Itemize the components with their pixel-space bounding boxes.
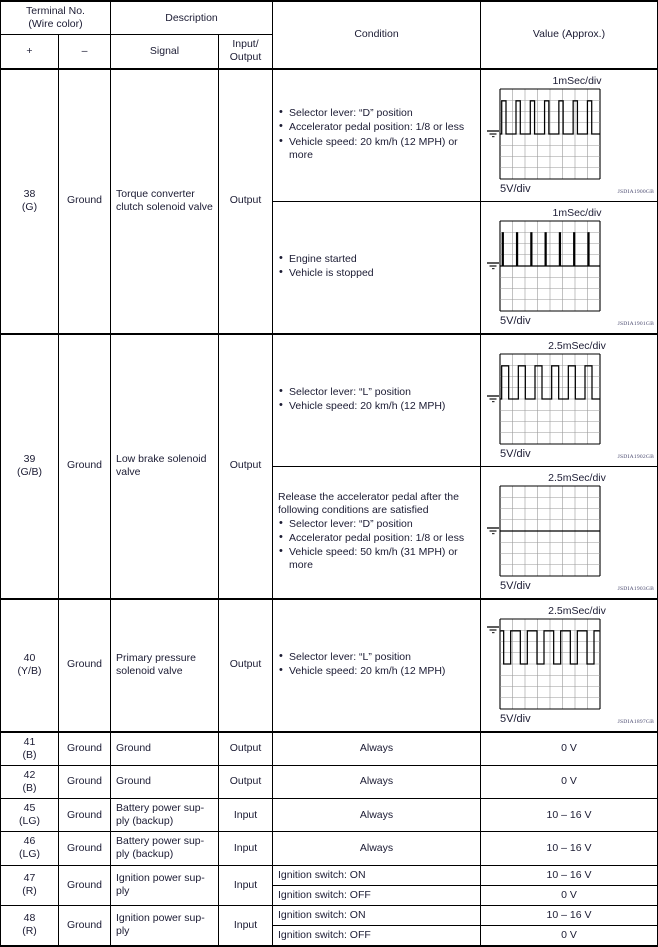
table-body [1, 1, 658, 946]
header-value: Value (Approx.) [481, 1, 658, 69]
cell-condition: Always [273, 732, 481, 766]
figure-code-label: JSDIA1897GB [617, 718, 654, 725]
cell-condition [273, 466, 481, 599]
table-row [1, 765, 658, 798]
cell-input-output: Output [219, 765, 273, 798]
waveform-time-div-label: 1mSec/div [552, 206, 602, 219]
cell-input-output: Input [219, 865, 273, 905]
header-minus: – [59, 35, 111, 69]
cell-terminal-minus: Ground [59, 732, 111, 766]
cell-signal-name: Ground [111, 732, 219, 766]
cell-terminal-no: 47 (R) [1, 865, 59, 905]
header-input-output: Input/ Output [219, 35, 273, 69]
cell-terminal-minus: Ground [59, 905, 111, 946]
waveform-time-div-label: 1mSec/div [552, 74, 602, 87]
cell-value: 0 V [481, 732, 658, 766]
cell-value: 0 V [481, 765, 658, 798]
cell-signal-name: Battery power sup- ply (backup) [111, 832, 219, 865]
waveform-volt-div-label: 5V/div [500, 314, 531, 327]
condition-list [278, 518, 475, 573]
condition-item: • Vehicle is stopped [278, 267, 475, 280]
cell-value [481, 599, 658, 732]
cell-terminal-no: 46 (LG) [1, 832, 59, 865]
cell-terminal-minus: Ground [59, 799, 111, 832]
cell-terminal-no: 41 (B) [1, 732, 59, 766]
table-row [1, 799, 658, 832]
table-row [1, 334, 658, 467]
cell-terminal-minus: Ground [59, 832, 111, 865]
cell-value [481, 334, 658, 467]
cell-terminal-no: 48 (R) [1, 905, 59, 946]
figure-code-label: JSDIA1900GB [617, 188, 654, 195]
cell-terminal-minus: Ground [59, 334, 111, 599]
cell-signal-name: Ignition power sup- ply [111, 865, 219, 905]
condition-list [278, 107, 475, 162]
cell-input-output: Output [219, 732, 273, 766]
cell-signal-name: Ignition power sup- ply [111, 905, 219, 946]
oscilloscope-waveform [486, 340, 654, 462]
figure-code-label: JSDIA1901GB [617, 320, 654, 327]
table-row [1, 905, 658, 925]
cell-condition [273, 69, 481, 202]
cell-input-output: Output [219, 334, 273, 599]
table-header-row-primary [1, 1, 658, 35]
ground-level-icon [486, 89, 500, 183]
table-row [1, 865, 658, 885]
table-row [1, 69, 658, 202]
figure-code-label: JSDIA1903GB [617, 585, 654, 592]
cell-value: 10 – 16 V [481, 832, 658, 865]
waveform-grid [500, 89, 600, 183]
header-terminal-no: Terminal No. (Wire color) [1, 1, 111, 35]
cell-terminal-minus: Ground [59, 865, 111, 905]
cell-value: 10 – 16 V [481, 799, 658, 832]
waveform-volt-div-label: 5V/div [500, 447, 531, 460]
cell-condition: Ignition switch: OFF [273, 885, 481, 905]
table-row [1, 599, 658, 732]
waveform-grid [500, 486, 600, 580]
cell-condition [273, 334, 481, 467]
cell-condition: Always [273, 799, 481, 832]
header-plus: + [1, 35, 59, 69]
cell-value: 0 V [481, 885, 658, 905]
condition-item: • Vehicle speed: 20 km/h (12 MPH) [278, 665, 475, 678]
cell-condition: Ignition switch: OFF [273, 925, 481, 946]
condition-item: • Engine started [278, 253, 475, 266]
cell-terminal-no: 45 (LG) [1, 799, 59, 832]
cell-input-output: Output [219, 599, 273, 732]
condition-item: • Vehicle speed: 50 km/h (31 MPH) or more [278, 546, 475, 572]
condition-item: • Selector lever: “L” position [278, 386, 475, 399]
header-signal: Signal [111, 35, 219, 69]
waveform-grid [500, 354, 600, 448]
ground-level-icon [486, 486, 500, 580]
waveform-time-div-label: 2.5mSec/div [548, 471, 606, 484]
cell-condition: Ignition switch: ON [273, 865, 481, 885]
cell-value [481, 466, 658, 599]
condition-list [278, 651, 475, 678]
condition-item: • Accelerator pedal position: 1/8 or less [278, 532, 475, 545]
cell-terminal-minus: Ground [59, 765, 111, 798]
cell-condition: Always [273, 765, 481, 798]
oscilloscope-waveform [486, 472, 654, 594]
oscilloscope-waveform [486, 605, 654, 727]
cell-condition [273, 599, 481, 732]
cell-signal-name: Primary pressure solenoid valve [111, 599, 219, 732]
cell-condition: Always [273, 832, 481, 865]
cell-terminal-minus: Ground [59, 69, 111, 334]
cell-input-output: Input [219, 799, 273, 832]
cell-input-output: Input [219, 832, 273, 865]
cell-signal-name: Low brake solenoid valve [111, 334, 219, 599]
header-condition: Condition [273, 1, 481, 69]
condition-lead-text: Release the accelerator pedal after the following conditions are satisfied [278, 490, 459, 516]
oscilloscope-waveform [486, 207, 654, 329]
ground-level-icon [486, 354, 500, 448]
cell-terminal-no: 42 (B) [1, 765, 59, 798]
cell-condition [273, 201, 481, 334]
cell-value: 0 V [481, 925, 658, 946]
cell-input-output: Input [219, 905, 273, 946]
waveform-volt-div-label: 5V/div [500, 712, 531, 725]
waveform-volt-div-label: 5V/div [500, 182, 531, 195]
cell-input-output: Output [219, 69, 273, 334]
ground-level-icon [486, 221, 500, 315]
cell-signal-name: Ground [111, 765, 219, 798]
waveform-time-div-label: 2.5mSec/div [548, 339, 606, 352]
cell-terminal-no: 38 (G) [1, 69, 59, 334]
figure-code-label: JSDIA1902GB [617, 453, 654, 460]
waveform-time-div-label: 2.5mSec/div [548, 604, 606, 617]
cell-terminal-no: 40 (Y/B) [1, 599, 59, 732]
ground-level-icon [486, 619, 500, 713]
waveform-grid [500, 619, 600, 713]
oscilloscope-waveform [486, 75, 654, 197]
table-row [1, 832, 658, 865]
cell-value [481, 69, 658, 202]
cell-value [481, 201, 658, 334]
cell-value: 10 – 16 V [481, 865, 658, 885]
header-description: Description [111, 1, 273, 35]
cell-signal-name: Torque converter clutch solenoid valve [111, 69, 219, 334]
condition-list [278, 253, 475, 280]
cell-terminal-no: 39 (G/B) [1, 334, 59, 599]
condition-item: • Accelerator pedal position: 1/8 or less [278, 121, 475, 134]
table-row [1, 732, 658, 766]
waveform-volt-div-label: 5V/div [500, 579, 531, 592]
condition-item: • Selector lever: “D” position [278, 518, 475, 531]
cell-value: 10 – 16 V [481, 905, 658, 925]
cell-condition: Ignition switch: ON [273, 905, 481, 925]
cell-terminal-minus: Ground [59, 599, 111, 732]
condition-item: • Vehicle speed: 20 km/h (12 MPH) or more [278, 136, 475, 162]
waveform-grid [500, 221, 600, 315]
cell-signal-name: Battery power sup- ply (backup) [111, 799, 219, 832]
condition-item: • Selector lever: “D” position [278, 107, 475, 120]
condition-item: • Selector lever: “L” position [278, 651, 475, 664]
condition-list [278, 386, 475, 413]
condition-item: • Vehicle speed: 20 km/h (12 MPH) [278, 400, 475, 413]
